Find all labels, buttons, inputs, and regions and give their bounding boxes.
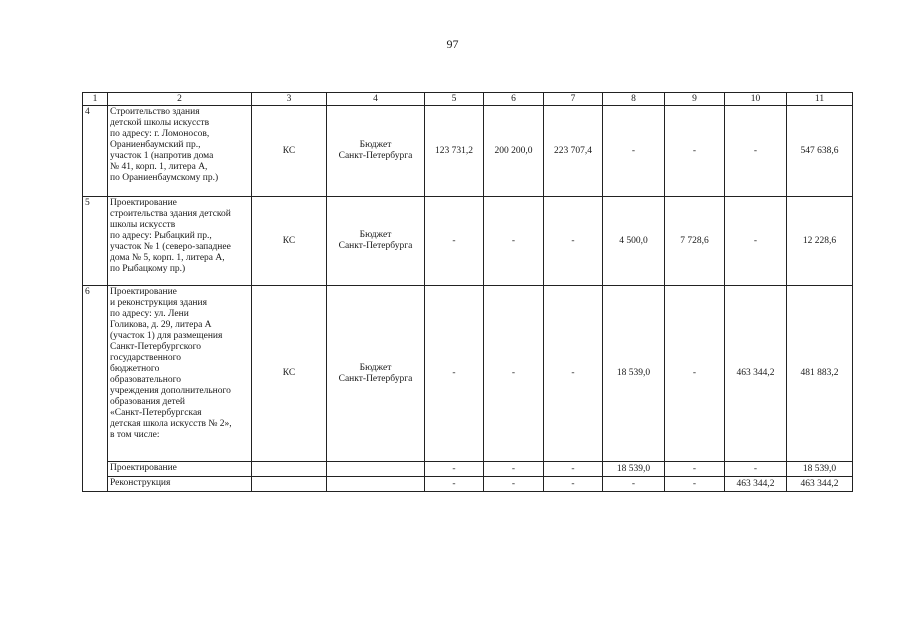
value-cell: - <box>544 286 603 462</box>
value-cell: 18 539,0 <box>603 462 665 477</box>
value-cell: - <box>603 106 665 197</box>
value-cell: - <box>603 477 665 492</box>
table-subrow <box>83 462 853 477</box>
project-type: КС <box>252 286 327 462</box>
value-cell: - <box>665 106 725 197</box>
value-cell: - <box>725 462 787 477</box>
value-cell: - <box>725 197 787 286</box>
value-cell: 223 707,4 <box>544 106 603 197</box>
row-number: 6 <box>83 286 108 492</box>
project-type: КС <box>252 197 327 286</box>
empty-cell <box>327 462 425 477</box>
value-cell: 123 731,2 <box>425 106 484 197</box>
value-cell: - <box>665 286 725 462</box>
project-type: КС <box>252 106 327 197</box>
table-row <box>83 106 853 197</box>
table-subrow <box>83 477 853 492</box>
value-cell: - <box>665 462 725 477</box>
value-cell: - <box>484 197 544 286</box>
column-header: 11 <box>787 93 853 106</box>
value-cell: - <box>725 106 787 197</box>
value-cell: 547 638,6 <box>787 106 853 197</box>
column-header: 4 <box>327 93 425 106</box>
value-cell: - <box>425 286 484 462</box>
value-cell: - <box>544 197 603 286</box>
project-name: Строительство здания детской школы искусств по адресу: г. Ломоносов, Ораниенбаумский пр., участок 1 (напротив дома № 41, корп. 1, литера А, по Ораниенбаумскому пр.) <box>108 106 252 197</box>
value-cell: 18 539,0 <box>787 462 853 477</box>
value-cell: 463 344,2 <box>725 286 787 462</box>
value-cell: - <box>484 286 544 462</box>
empty-cell <box>252 462 327 477</box>
column-header: 6 <box>484 93 544 106</box>
column-header: 9 <box>665 93 725 106</box>
value-cell: 481 883,2 <box>787 286 853 462</box>
value-cell: - <box>665 477 725 492</box>
value-cell: - <box>425 197 484 286</box>
table-row <box>83 197 853 286</box>
value-cell: 7 728,6 <box>665 197 725 286</box>
funding-source: Бюджет Санкт-Петербурга <box>327 286 425 462</box>
value-cell: 463 344,2 <box>725 477 787 492</box>
column-header: 5 <box>425 93 484 106</box>
value-cell: - <box>425 477 484 492</box>
value-cell: - <box>484 477 544 492</box>
value-cell: - <box>425 462 484 477</box>
empty-cell <box>327 477 425 492</box>
value-cell: - <box>544 477 603 492</box>
value-cell: 18 539,0 <box>603 286 665 462</box>
value-cell: 463 344,2 <box>787 477 853 492</box>
column-header: 3 <box>252 93 327 106</box>
budget-table <box>82 92 853 492</box>
value-cell: 200 200,0 <box>484 106 544 197</box>
value-cell: - <box>484 462 544 477</box>
funding-source: Бюджет Санкт-Петербурга <box>327 197 425 286</box>
subrow-name: Проектирование <box>108 462 252 477</box>
table-header-row <box>83 93 853 106</box>
project-name: Проектирование строительства здания детской школы искусств по адресу: Рыбацкий пр., участок № 1 (северо-западнее дома № 5, корп. 1, литера А, по Рыбацкому пр.) <box>108 197 252 286</box>
value-cell: - <box>544 462 603 477</box>
row-number: 4 <box>83 106 108 197</box>
subrow-name: Реконструкция <box>108 477 252 492</box>
column-header: 10 <box>725 93 787 106</box>
empty-cell <box>252 477 327 492</box>
value-cell: 12 228,6 <box>787 197 853 286</box>
funding-source: Бюджет Санкт-Петербурга <box>327 106 425 197</box>
column-header: 7 <box>544 93 603 106</box>
row-number: 5 <box>83 197 108 286</box>
column-header: 8 <box>603 93 665 106</box>
column-header: 1 <box>83 93 108 106</box>
column-header: 2 <box>108 93 252 106</box>
project-name: Проектирование и реконструкция здания по адресу: ул. Лени Голикова, д. 29, литера А (участок 1) для размещения Санкт-Петербургского государственного бюджетного образовательного учреждения дополнительного образования детей «Санкт-Петербургская детская школа искусств № 2», в том числе: <box>108 286 252 462</box>
table-row <box>83 286 853 462</box>
page-number: 97 <box>446 37 459 51</box>
value-cell: 4 500,0 <box>603 197 665 286</box>
